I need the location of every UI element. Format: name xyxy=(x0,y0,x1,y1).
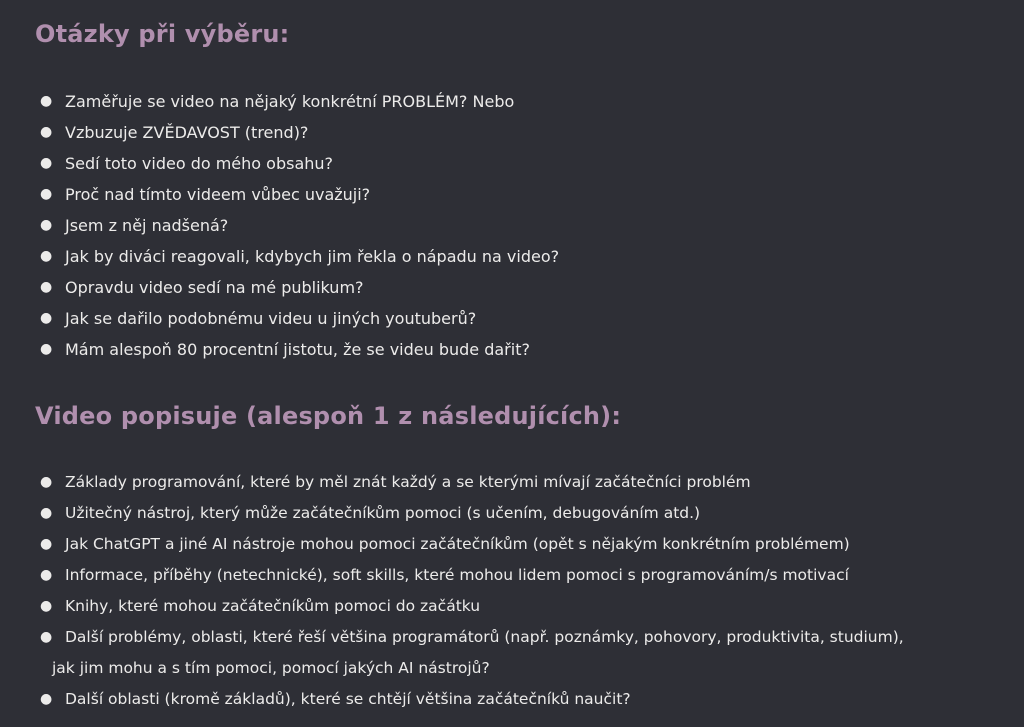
list-item: ● Jak ChatGPT a jiné AI nástroje mohou pomoci začátečníkům (opět s nějakým konkrétním problémem) xyxy=(35,529,1005,560)
list-item: ● Opravdu video sedí na mé publikum? xyxy=(35,272,1005,303)
list-item: ● Další oblasti (kromě základů), které se chtějí většina začátečníků naučit? xyxy=(35,684,1005,715)
list-item: ● Další problémy, oblasti, které řeší většina programátorů (např. poznámky, pohovory, produktivita, studium), jak jim mohu a s tím pomoci, pomocí jakých AI nástrojů? xyxy=(35,622,1005,684)
bullet-icon: ● xyxy=(40,310,53,326)
list-item: ● Informace, příběhy (netechnické), soft skills, které mohou lidem pomoci s programováním/s motivací xyxy=(35,560,1005,591)
bullet-icon: ● xyxy=(40,248,53,264)
bullet-icon: ● xyxy=(40,536,53,552)
bullet-icon: ● xyxy=(40,474,53,490)
list-item: ● Proč nad tímto videem vůbec uvažuji? xyxy=(35,179,1005,210)
bullet-icon: ● xyxy=(40,279,53,295)
list-item-continuation: jak jim mohu a s tím pomoci, pomocí jakých AI nástrojů? xyxy=(52,659,490,677)
bullet-icon: ● xyxy=(40,505,53,521)
bullet-icon: ● xyxy=(40,155,53,171)
bullet-icon: ● xyxy=(40,124,53,140)
bullet-icon: ● xyxy=(40,598,53,614)
video-topics-list xyxy=(35,467,1005,715)
list-item: ● Vzbuzuje ZVĚDAVOST (trend)? xyxy=(35,117,1005,148)
bullet-icon: ● xyxy=(40,629,53,645)
list-item: ● Užitečný nástroj, který může začátečníkům pomoci (s učením, debugováním atd.) xyxy=(35,498,1005,529)
bullet-icon: ● xyxy=(40,567,53,583)
list-item: ● Jsem z něj nadšená? xyxy=(35,210,1005,241)
bullet-icon: ● xyxy=(40,217,53,233)
list-item: ● Zaměřuje se video na nějaký konkrétní PROBLÉM? Nebo xyxy=(35,86,1005,117)
list-item: ● Jak by diváci reagovali, kdybych jim řekla o nápadu na video? xyxy=(35,241,1005,272)
list-item: ● Základy programování, které by měl znát každý a se kterými mívají začátečníci problém xyxy=(35,467,1005,498)
list-item: ● Jak se dařilo podobnému videu u jiných youtuberů? xyxy=(35,303,1005,334)
selection-questions-list xyxy=(35,86,1005,365)
selection-questions-heading: Otázky při výběru: xyxy=(35,20,290,48)
video-topics-heading: Video popisuje (alespoň 1 z následujících): xyxy=(35,402,622,430)
list-item: ● Knihy, které mohou začátečníkům pomoci do začátku xyxy=(35,591,1005,622)
bullet-icon: ● xyxy=(40,93,53,109)
bullet-icon: ● xyxy=(40,186,53,202)
bullet-icon: ● xyxy=(40,691,53,707)
list-item: ● Sedí toto video do mého obsahu? xyxy=(35,148,1005,179)
list-item: ● Mám alespoň 80 procentní jistotu, že se videu bude dařit? xyxy=(35,334,1005,365)
bullet-icon: ● xyxy=(40,341,53,357)
